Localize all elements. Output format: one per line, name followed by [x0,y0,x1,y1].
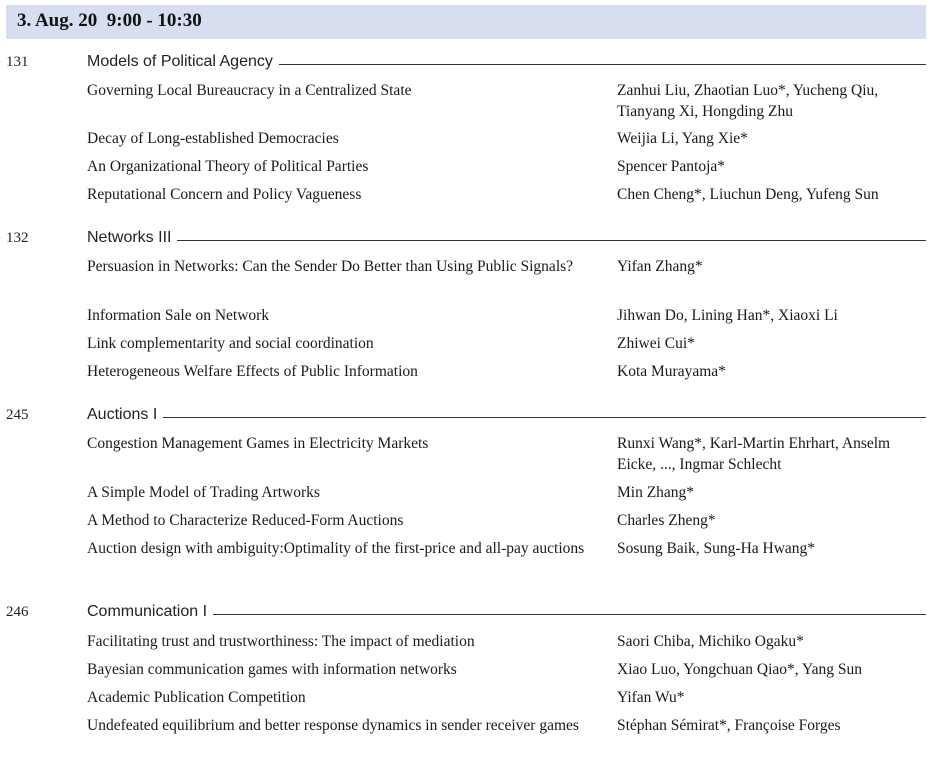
paper-title: A Simple Model of Trading Artworks [87,484,320,501]
paper-authors: Yifan Wu* [617,689,685,706]
paper-authors: Chen Cheng*, Liuchun Deng, Yufeng Sun [617,186,879,203]
session-number: 245 [6,407,29,423]
paper-authors: Min Zhang* [617,484,695,501]
session-divider [87,417,926,418]
paper-authors: Kota Murayama* [617,363,726,380]
paper-title: Facilitating trust and trustworthiness: The impact of mediation [87,633,475,650]
paper-title: Reputational Concern and Policy Vagueness [87,186,362,203]
session-number: 132 [6,230,29,246]
paper-authors: Runxi Wang*, Karl-Martin Ehrhart, Anselm Eicke, ..., Ingmar Schlecht [617,435,891,473]
paper-authors: Weijia Li, Yang Xie* [617,130,748,147]
paper-title: Auction design with ambiguity:Optimality of the first-price and all-pay auctions [87,540,585,557]
paper-title: Bayesian communication games with information networks [87,661,457,678]
paper-authors: Saori Chiba, Michiko Ogaku* [617,633,804,650]
paper-title: Link complementarity and social coordination [87,335,374,352]
paper-authors: Jihwan Do, Lining Han*, Xiaoxi Li [617,307,838,324]
paper-authors: Charles Zheng* [617,512,716,529]
paper-title: Persuasion in Networks: Can the Sender Do Better than Using Public Signals? [87,258,574,275]
paper-authors: Zhiwei Cui* [617,335,695,352]
paper-title: Governing Local Bureaucracy in a Centralized State [87,82,412,99]
paper-title: Information Sale on Network [87,307,270,324]
paper-title: Decay of Long-established Democracies [87,130,339,147]
paper-title: A Method to Characterize Reduced-Form Auctions [87,512,404,529]
paper-title: Undefeated equilibrium and better response dynamics in sender receiver games [87,717,579,734]
session-name: Networks III [87,229,177,247]
session-divider [87,240,926,241]
session-date-time: 3. Aug. 20 9:00 - 10:30 [17,10,202,31]
paper-title: Heterogeneous Welfare Effects of Public Information [87,363,418,380]
session-header-bar [6,5,926,39]
paper-title: An Organizational Theory of Political Parties [87,158,369,175]
session-number: 246 [6,604,29,620]
paper-authors: Spencer Pantoja* [617,158,726,175]
session-name: Models of Political Agency [87,53,279,71]
paper-title: Congestion Management Games in Electricity Markets [87,435,429,452]
paper-authors: Yifan Zhang* [617,258,703,275]
session-name: Auctions I [87,406,163,424]
paper-authors: Zanhui Liu, Zhaotian Luo*, Yucheng Qiu, Tianyang Xi, Hongding Zhu [617,82,879,120]
paper-authors: Sosung Baik, Sung-Ha Hwang* [617,540,816,557]
paper-authors: Stéphan Sémirat*, Françoise Forges [617,717,841,734]
session-number: 131 [6,54,29,70]
paper-authors: Xiao Luo, Yongchuan Qiao*, Yang Sun [617,661,862,678]
session-name: Communication I [87,603,213,621]
paper-title: Academic Publication Competition [87,689,306,706]
